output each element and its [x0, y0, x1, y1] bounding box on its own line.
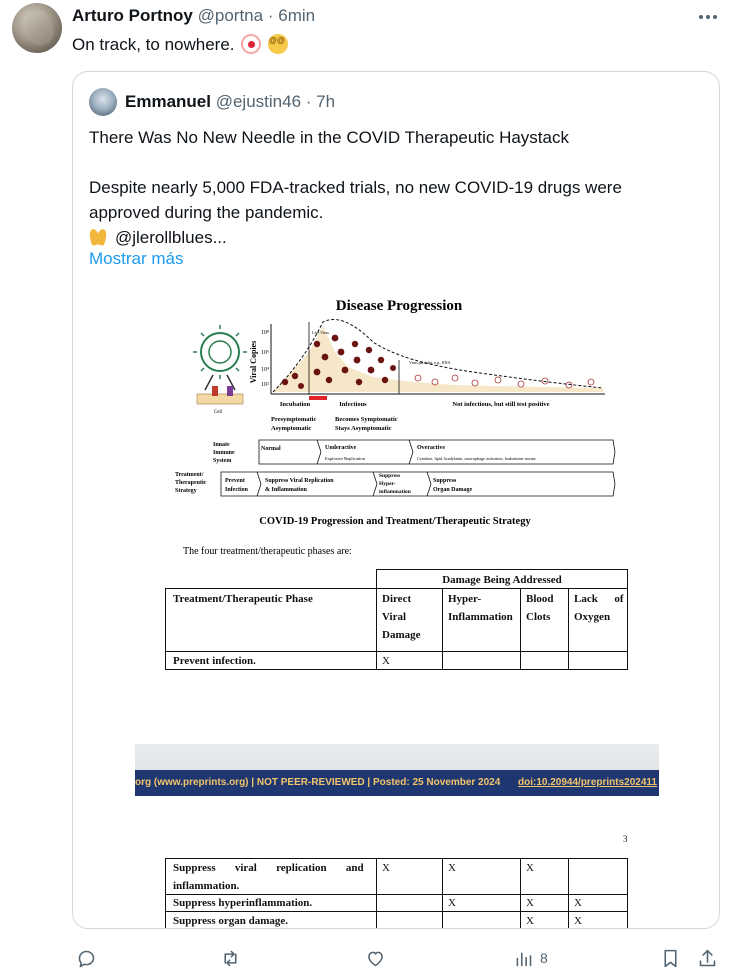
row-suppress-hyper: Suppress hyperinflammation. — [173, 897, 313, 909]
innate-label-3: System — [213, 458, 232, 464]
stage-infectious: Infectious — [339, 401, 367, 408]
row-prevent-infection: Prevent infection. — [173, 655, 256, 667]
author-handle[interactable]: @portna — [197, 6, 264, 25]
folded-hands-icon — [89, 228, 109, 246]
author-avatar[interactable] — [12, 3, 62, 53]
mark-x: X — [526, 862, 534, 874]
tweet-header — [72, 6, 315, 26]
presymptomatic-label: Presymptomatic — [271, 416, 317, 423]
like-button[interactable] — [365, 944, 386, 972]
innate-label-2: Immune — [213, 450, 235, 456]
suppress-hyper-label-2: Hyper- — [379, 481, 396, 487]
quote-line-4 — [89, 225, 699, 250]
normal-label: Normal — [261, 446, 281, 452]
banner-doi-link: doi:10.20944/preprints202411 — [518, 777, 657, 788]
cell-label: Cell — [213, 410, 223, 415]
intro-text: The four treatment/therapeutic phases are: — [183, 546, 352, 557]
separator: · — [305, 92, 312, 111]
mark-x: X — [448, 862, 456, 874]
suppress-organ-label-1: Suppress — [433, 478, 457, 484]
mark-x: X — [574, 897, 582, 909]
y-axis-label: Viral Copies — [249, 340, 258, 384]
tick-4: 10² — [261, 382, 269, 388]
phase-header: Treatment/Therapeutic Phase — [173, 593, 313, 605]
virus-particles-label: Virus particles, e.g., RNA — [409, 360, 451, 365]
col-hyper-inflammation: Hyper- Inflammation — [448, 593, 513, 623]
virus-illustration — [193, 325, 247, 415]
share-button[interactable] — [697, 944, 718, 972]
separator: · — [267, 6, 274, 25]
quote-header — [125, 92, 335, 112]
stage-not-infectious: Not infectious, but still test positive — [452, 401, 550, 408]
page-number: 3 — [623, 834, 628, 844]
banner-left-text: org (www.preprints.org) | NOT PEER-REVIEWED | Posted: 25 November 2024 — [135, 777, 501, 788]
prevent-label-1: Prevent — [225, 478, 245, 484]
becomes-symptomatic-label: Becomes Symptomatic — [335, 416, 398, 423]
quote-text — [89, 125, 699, 250]
quote-line-1: There Was No New Needle in the COVID Therapeutic Haystack — [89, 128, 569, 147]
overactive-label: Overactive — [417, 445, 445, 451]
tweet-text-content: On track, to nowhere. — [72, 35, 235, 54]
views-button[interactable] — [513, 944, 548, 972]
views-chart-icon — [513, 948, 534, 969]
show-more-link[interactable]: Mostrar más — [89, 249, 184, 268]
suppress-hyper-label-3: inflammation — [379, 489, 411, 495]
more-options-icon[interactable] — [694, 6, 722, 28]
mark-x: X — [526, 915, 534, 927]
mark-x: X — [382, 655, 390, 667]
viral-copies-chart — [249, 320, 605, 433]
underactive-label: Underactive — [325, 445, 357, 451]
tweet-time[interactable]: 6min — [278, 6, 316, 25]
explosive-label: Explosive Replication — [325, 456, 365, 461]
reply-icon — [76, 948, 97, 969]
quote-line-2: Despite nearly 5,000 FDA-tracked trials, no new COVID-19 drugs were — [89, 178, 622, 197]
damage-header: Damage Being Addressed — [442, 574, 562, 586]
cytokine-label: Cytokine, lipid, bradykinin, macrophage activation, leukotriene storms — [417, 456, 536, 461]
mark-x: X — [574, 915, 582, 927]
stays-asymptomatic-label: Stays Asymptomatic — [335, 425, 392, 432]
heart-icon — [365, 948, 386, 969]
row-suppress-viral: Suppress viral replication and inflammation. — [173, 862, 364, 892]
mention-link[interactable]: @jlerollblues... — [115, 228, 227, 247]
treatment-strategy-row — [175, 472, 615, 496]
quote-author-name: Emmanuel — [125, 92, 211, 111]
prevent-label-2: Infection — [225, 487, 248, 493]
suppress-viral-label-1: Suppress Viral Replication — [265, 478, 334, 484]
preprint-banner — [135, 770, 659, 796]
treatment-label-2: Therapeutic — [175, 480, 207, 486]
quote-author-avatar — [89, 88, 117, 116]
figure-caption: COVID-19 Progression and Treatment/Therapeutic Strategy — [259, 516, 531, 527]
retweet-icon — [220, 948, 241, 969]
treatment-label-1: Treatment/ — [175, 472, 204, 478]
reply-button[interactable] — [76, 944, 97, 972]
views-count: 8 — [540, 950, 548, 966]
col-lack-oxygen: Lack of Oxygen — [574, 593, 624, 623]
quote-time: 7h — [316, 92, 336, 111]
suppress-viral-label-2: & Inflammation — [265, 487, 307, 493]
spiral-eyes-face-icon — [268, 34, 288, 54]
tick-2: 10⁶ — [261, 350, 270, 356]
suppress-organ-label-2: Organ Damage — [433, 487, 473, 493]
tweet-text — [72, 34, 288, 55]
suppress-hyper-label-1: Suppress — [379, 473, 401, 479]
col-blood-clots: Blood Clots — [526, 593, 554, 623]
stage-incubation: Incubation — [279, 401, 311, 408]
tick-1: 10⁸ — [261, 330, 270, 336]
row-suppress-organ: Suppress organ damage. — [173, 915, 289, 927]
live-virus-label: Live Virus — [312, 330, 329, 335]
mark-x: X — [526, 897, 534, 909]
author-name[interactable]: Arturo Portnoy — [72, 6, 193, 25]
quote-author-handle: @ejustin46 — [215, 92, 302, 111]
innate-immune-row — [213, 440, 615, 464]
innate-label-1: Innate — [213, 442, 230, 448]
tweet-actions — [72, 944, 722, 972]
mark-x: X — [382, 862, 390, 874]
col-direct-viral: Direct Viral Damage — [382, 593, 421, 641]
mark-x: X — [448, 897, 456, 909]
disease-progression-figure — [73, 282, 720, 572]
attached-image[interactable] — [73, 282, 720, 929]
clown-face-icon — [241, 34, 261, 54]
treatment-label-3: Strategy — [175, 488, 197, 494]
figure-title: Disease Progression — [335, 298, 463, 314]
asymptomatic-label: Asymptomatic — [271, 425, 312, 432]
share-icon — [697, 948, 718, 969]
retweet-button[interactable] — [220, 944, 241, 972]
quoted-tweet[interactable] — [72, 71, 720, 929]
bookmark-icon — [660, 948, 681, 969]
tick-3: 10⁴ — [261, 367, 270, 373]
bookmark-button[interactable] — [660, 944, 681, 972]
quote-line-3: approved during the pandemic. — [89, 203, 324, 222]
